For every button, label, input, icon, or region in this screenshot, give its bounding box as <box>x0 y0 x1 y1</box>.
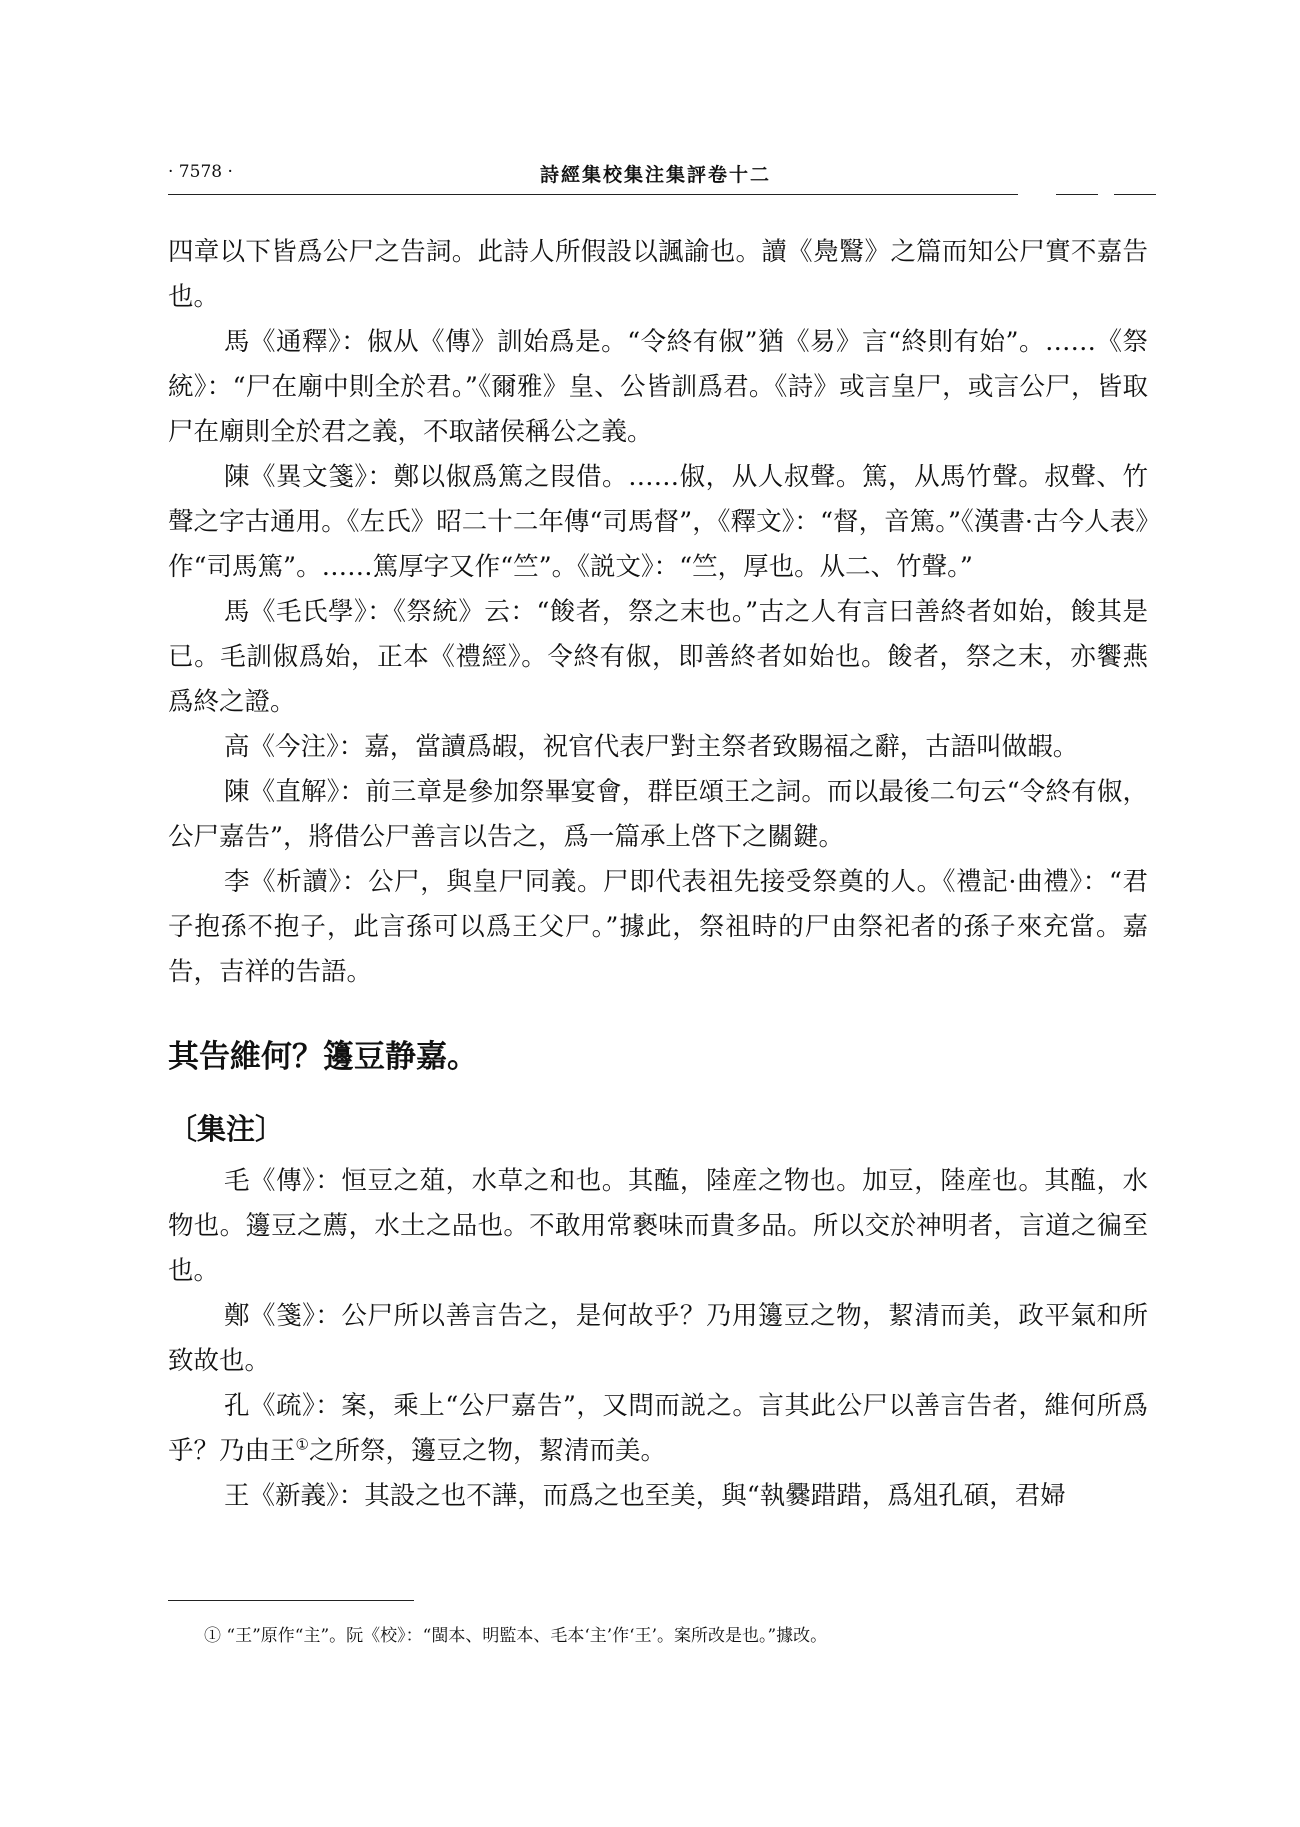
paragraph-text: 之所祭，籩豆之物，絜清而美。 <box>308 1436 666 1466</box>
paragraph: 李《析讀》：公尸，與皇尸同義。尸即代表祖先接受祭奠的人。《禮記·曲禮》：“君子抱孫不抱子，此言孫可以爲王父尸。”據此，祭祖時的尸由祭祀者的孫子來充當。嘉告，吉祥的告語。 <box>168 867 1148 987</box>
page-number: · 7578 · <box>168 162 233 182</box>
paragraph: 高《今注》：嘉，當讀爲嘏，祝官代表尸對主祭者致賜福之辭，古語叫做嘏。 <box>224 732 1079 762</box>
paragraph: 毛《傳》：恒豆之葅，水草之和也。其醢，陸産之物也。加豆，陸産也。其醢，水物也。籩豆之薦，水土之品也。不敢用常褻味而貴多品。所以交於神明者，言道之徧至也。 <box>168 1166 1148 1286</box>
paragraph <box>168 1384 1148 1474</box>
section-label: 〔集注〕 <box>168 1112 285 1146</box>
paragraph: 王《新義》：其設之也不譁，而爲之也至美，與“執爨踖踖，爲俎孔碩，君婦 <box>224 1481 1066 1511</box>
footnote-reference[interactable]: ① <box>295 1435 309 1454</box>
header-dash-left <box>1056 194 1098 195</box>
paragraph: 馬《毛氏學》：《祭統》云：“餕者，祭之末也。”古之人有言曰善終者如始，餕其是已。毛訓俶爲始，正本《禮經》。令終有俶，即善終者如始也。餕者，祭之末，亦饗燕爲終之證。 <box>168 597 1148 717</box>
verse-heading: 其告維何？籩豆静嘉。 <box>168 1039 478 1075</box>
header-rule <box>168 194 1018 195</box>
paragraph: 鄭《箋》：公尸所以善言告之，是何故乎？乃用籩豆之物，絜清而美，政平氣和所致故也。 <box>168 1301 1148 1376</box>
body-text <box>168 230 1148 1519</box>
paragraph-text: 孔《疏》：案，乘上“公尸嘉告”，又問而説之。言其此公尸以善言告者，維何所爲乎？乃由王 <box>168 1391 1148 1466</box>
running-title: 詩經集校集注集評卷十二 <box>540 164 772 186</box>
paragraph: 四章以下皆爲公尸之告詞。此詩人所假設以諷諭也。讀《鳧鷖》之篇而知公尸實不嘉告也。 <box>168 237 1148 312</box>
page-header <box>168 162 1142 192</box>
paragraph: 陳《直解》：前三章是參加祭畢宴會，群臣頌王之詞。而以最後二句云“令終有俶，公尸嘉告”，將借公尸善言以告之，爲一篇承上啓下之關鍵。 <box>168 777 1148 852</box>
header-dash-right <box>1114 194 1156 195</box>
paragraph: 馬《通釋》：俶从《傳》訓始爲是。“令終有俶”猶《易》言“終則有始”。……《祭統》：“尸在廟中則全於君。”《爾雅》皇、公皆訓爲君。《詩》或言皇尸，或言公尸，皆取尸在廟則全於君之義，不取諸侯稱公之義。 <box>168 327 1148 447</box>
footnote: ① “王”原作“主”。阮《校》：“閩本、明監本、毛本‘主’作‘王’。案所改是也。”據改。 <box>204 1626 828 1646</box>
paragraph: 陳《異文箋》：鄭以俶爲篤之叚借。……俶，从人叔聲。篤，从馬竹聲。叔聲、竹聲之字古通用。《左氏》昭二十二年傳“司馬督”，《釋文》：“督，音篤。”《漢書·古今人表》作“司馬篤”。……篤厚字又作“竺”。《説文》：“竺，厚也。从二、竹聲。” <box>168 462 1148 582</box>
footnote-rule <box>168 1600 414 1601</box>
